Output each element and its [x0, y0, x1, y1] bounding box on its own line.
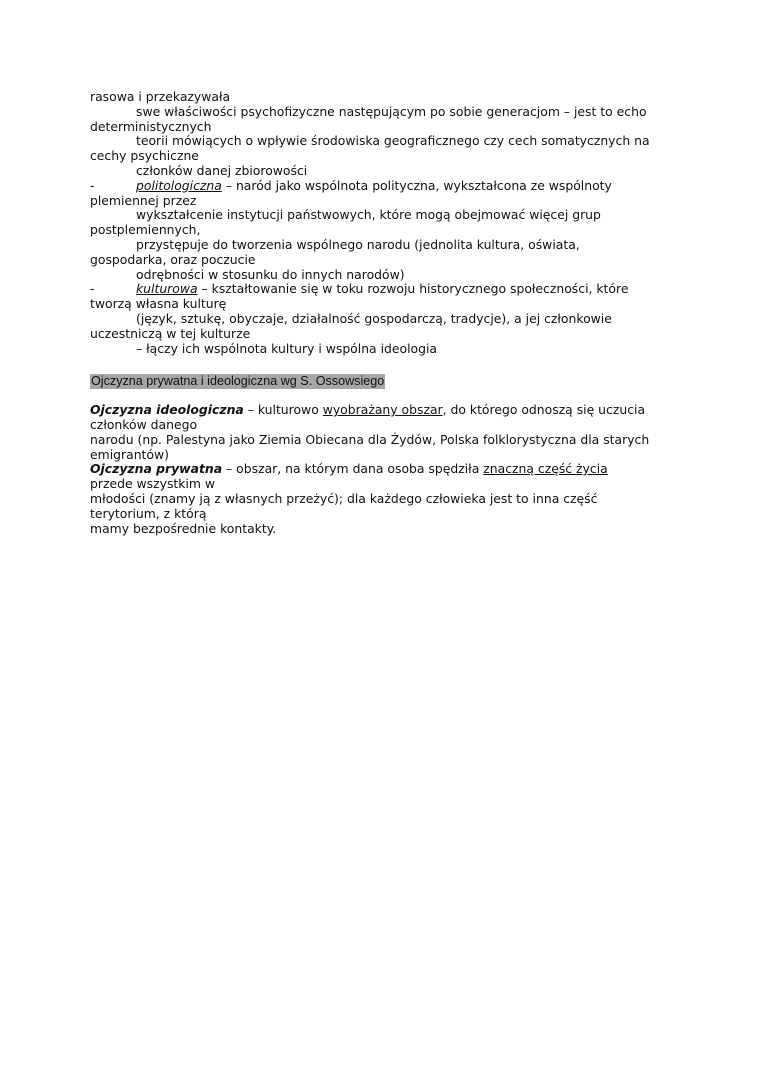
text-line: gospodarka, oraz poczucie [90, 251, 256, 267]
list-item-kulturowa [90, 282, 680, 297]
text-line: plemiennej przez [90, 192, 197, 208]
text-line: – łączy ich wspólnota kultury i wspólna ideologia [136, 340, 438, 356]
spacer [90, 389, 680, 403]
underlined-phrase: wyobrażany obszar [322, 402, 443, 418]
text-line: członków danego [90, 416, 198, 432]
definition-text: , do którego odnoszą się uczucia [442, 402, 646, 418]
definition-private [90, 462, 680, 477]
list-item-politologiczna [90, 179, 680, 194]
text-line: członków danej zbiorowości [136, 162, 308, 178]
text-line: deterministycznych [90, 118, 212, 134]
text-line: terytorium, z którą [90, 505, 207, 521]
text-line: przystępuje do tworzenia wspólnego narodu (jednolita kultura, oświata, [136, 236, 580, 252]
definition-text: – naród jako wspólnota polityczna, wykształcona ze wspólnoty [221, 177, 612, 193]
underlined-phrase: znaczną część życia [483, 461, 608, 477]
term-ojczyzna-prywatna: Ojczyzna prywatna [90, 461, 223, 477]
text-line: odrębności w stosunku do innych narodów) [136, 266, 405, 282]
text-line: tworzą własna kulturę [90, 296, 227, 312]
text-line: (język, sztukę, obyczaje, działalność gospodarczą, tradycje), a jej członkowie [136, 310, 612, 326]
text-line: mamy bezpośrednie kontakty. [90, 520, 277, 536]
term-politologiczna: politologiczna [136, 177, 222, 193]
definition-text: – kształtowanie się w toku rozwoju historycznego społeczności, które [197, 281, 629, 297]
text-line: rasowa i przekazywała [90, 89, 231, 104]
term-ojczyzna-ideologiczna: Ojczyzna ideologiczna [90, 402, 244, 418]
section-heading: Ojczyzna prywatna i ideologiczna wg S. Ossowsiego [91, 374, 385, 389]
text-line: wykształcenie instytucji państwowych, które mogą obejmować więcej grup [136, 207, 601, 223]
section-heading-row [90, 374, 680, 389]
definition-ideological [90, 403, 680, 418]
term-kulturowa: kulturowa [136, 281, 198, 297]
list-dash: - [90, 177, 95, 193]
text-line: uczestniczą w tej kulturze [90, 325, 251, 341]
spacer [90, 356, 680, 374]
text-line: teorii mówiących o wpływie środowiska geograficznego czy cech somatycznych na [136, 133, 650, 149]
definition-text: – obszar, na którym dana osoba spędziła [222, 461, 484, 477]
document-page [90, 90, 680, 536]
definition-text: – kulturowo [243, 402, 323, 418]
text-line: swe właściwości psychofizyczne następującym po sobie generacjom – jest to echo [136, 103, 647, 119]
text-line: młodości (znamy ją z własnych przeżyć); dla każdego człowieka jest to inna część [90, 490, 598, 506]
text-line: przede wszystkim w [90, 476, 216, 492]
text-line: postplemiennych, [90, 222, 201, 238]
text-line: emigrantów) [90, 446, 169, 462]
text-line: narodu (np. Palestyna jako Ziemia Obiecana dla Żydów, Polska folklorystyczna dla starych [90, 431, 650, 447]
list-dash: - [90, 281, 95, 297]
text-line: cechy psychiczne [90, 148, 199, 164]
